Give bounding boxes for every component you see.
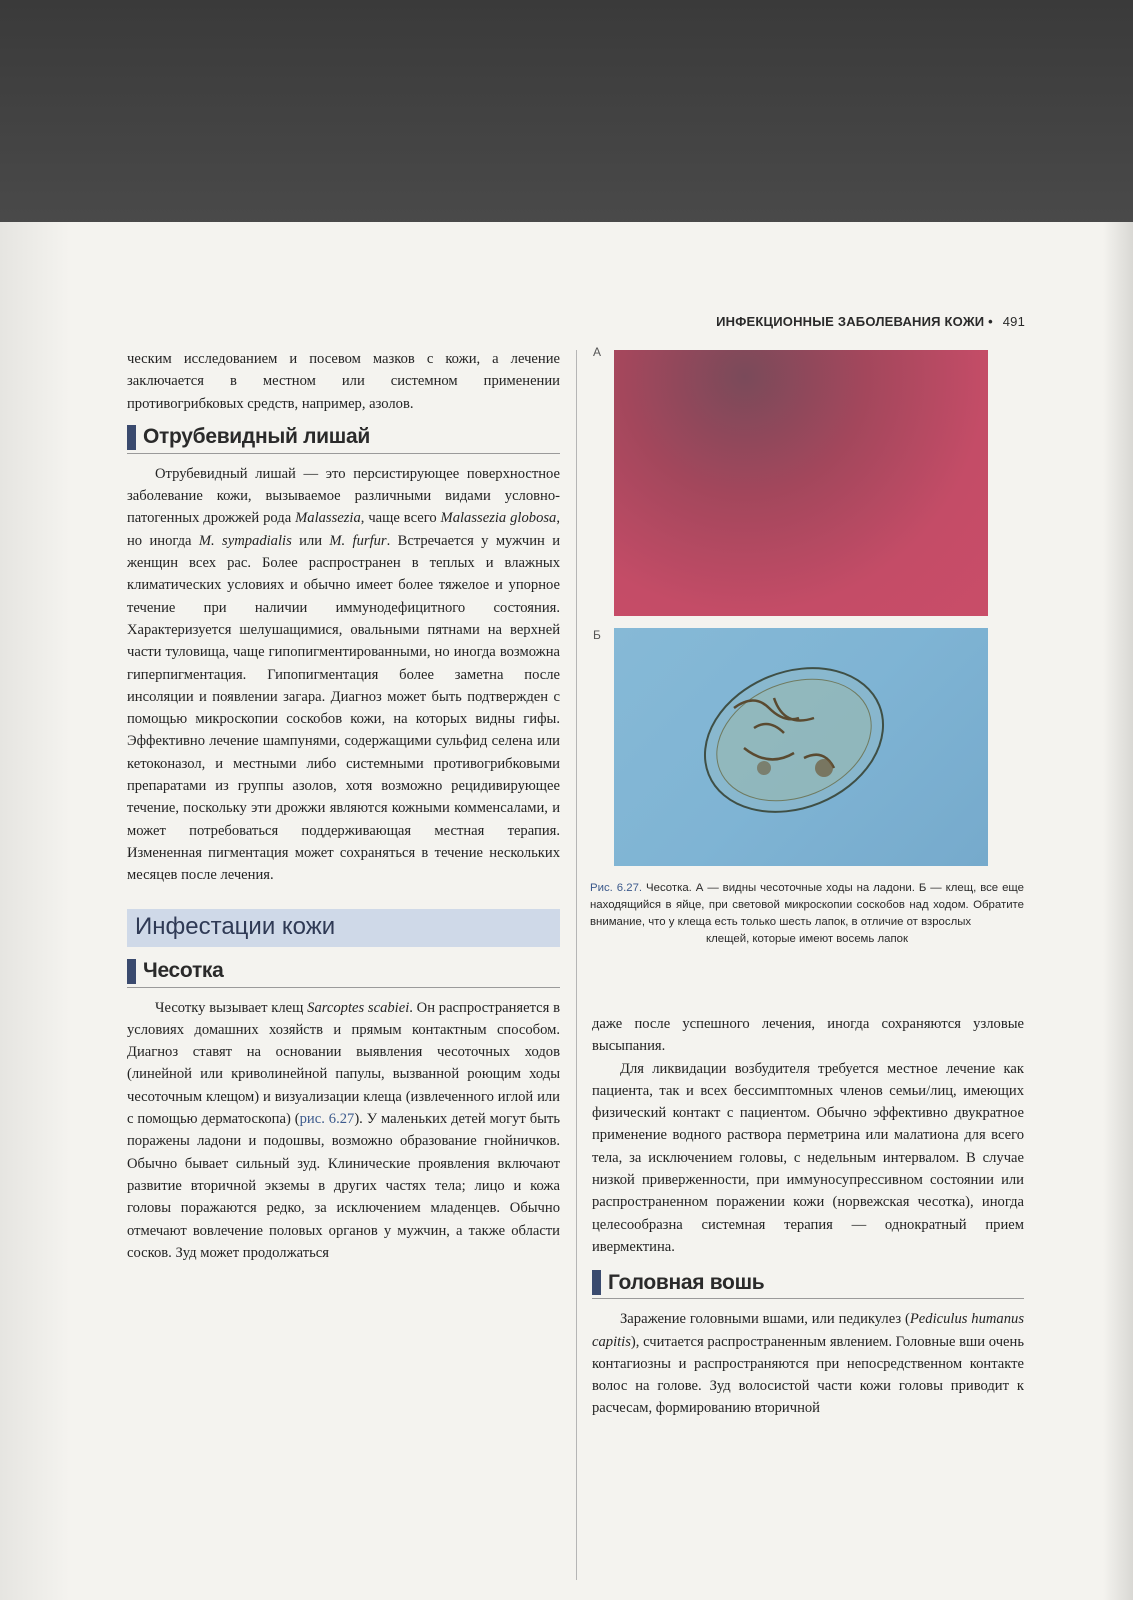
taxon-name: M. sympadialis — [198, 532, 292, 549]
chapter-heading-infestations: Инфестации кожи — [127, 909, 560, 947]
text-run: ). У маленьких детей могут быть поражены ладони и подошвы, возможно образование гнойничков. Обычно бывает сильный зуд. Клинические проявления включают развитие вторичной экземы в других частях тела; лицо и кожа головы поражаются редко, за исключением младенцев. Обычно отмечают вовлечение половых органов у мужчин, а также области сосков. Зуд может продолжаться — [127, 1111, 560, 1261]
text-run: ), считается распространенным явлением. Головные вши очень контагиозны и распространяются при непосредственном контакте волос на голове. Зуд волосистой части кожи головы приводит к расчесам, формированию вторичной — [592, 1333, 1024, 1417]
heading-text: Отрубевидный лишай — [143, 425, 370, 449]
taxon-name: M. furfur — [329, 532, 387, 549]
section-heading-head-lice — [592, 1270, 1024, 1299]
heading-marker — [127, 959, 136, 984]
mite-egg-drawing — [614, 628, 988, 866]
caption-label: Рис. 6.27. — [590, 882, 643, 894]
text-run: . Он распространяется в условиях домашних хозяйств и прямым контактным способом. Диагноз ставят на основании выявления чесоточных ходов (линейной или криволинейной папулы, вызванной роющим ходы чесоточным клещом) и визуализации клеща (извлеченного иглой или с помощью дерматоскопа) ( — [127, 999, 561, 1128]
section-heading-pityriasis — [127, 425, 560, 454]
paragraph-scabies — [127, 997, 560, 1265]
figure-label-a: А — [593, 345, 602, 359]
figure-label-b: Б — [593, 628, 601, 642]
figure-micrograph-mite-egg — [614, 628, 988, 866]
figure-caption — [590, 880, 1024, 948]
paragraph-scabies-treatment: Для ликвидации возбудителя требуется местное лечение как пациента, так и всех бессимптомных членов семьи/лиц, имеющих физический контакт с пациентом. Обычно эффективно двукратное применение водного раствора перметрина или малатиона для всего тела, за исключением головы, с недельным интервалом. В случае низкой приверженности, при иммуносупрессивном состоянии или распространенном поражении кожи (норвежская чесотка), иногда целесообразна системная терапия — однократный прием ивермектина. — [592, 1060, 1024, 1255]
heading-text: Чесотка — [143, 958, 224, 982]
text-run: Отрубевидный лишай — это персистирующее поверхностное заболевание кожи, вызываемое различными видами условно-патогенных дрожжей рода — [127, 465, 560, 527]
text-run: , чаще всего — [360, 510, 441, 527]
running-head-separator: • — [988, 314, 993, 329]
figure-photo-palm-burrows — [614, 350, 988, 616]
paragraph-pityriasis — [127, 463, 560, 887]
heading-text: Головная вошь — [608, 1270, 765, 1294]
paragraph-continued: даже после успешного лечения, иногда сохраняются узловые высыпания. — [592, 1016, 1024, 1055]
right-column — [592, 1013, 1024, 1420]
scan-shadow — [0, 0, 1133, 230]
figure-reference[interactable]: рис. 6.27 — [299, 1111, 355, 1128]
left-column — [127, 348, 560, 1264]
heading-marker — [592, 1270, 601, 1295]
taxon-name: Malassezia globosa — [440, 510, 557, 527]
text-run: Заражение головными вшами, или педикулез ( — [620, 1311, 910, 1328]
text-run: Чесотку вызывает клещ — [155, 999, 308, 1016]
paragraph-head-lice — [592, 1308, 1024, 1419]
running-head-title: ИНФЕКЦИОННЫЕ ЗАБОЛЕВАНИЯ КОЖИ — [716, 314, 985, 329]
text-run: . Встречается у мужчин и женщин всех рас. Более распространен в теплых и влажных климатических условиях и обычно имеет более тяжелое и упорное течение при наличии иммунодефицитного состояния. Характеризуется шелушащимися, овальными пятнами на верхней части туловища, чаще гипопигментированными, но иногда возможна гиперпигментация. Гипопигментация более заметна после инсоляции и появлении загара. Диагноз может быть подтвержден с помощью микроскопии соскобов кожи, на которых видны гифы. Эффективно лечение шампунями, содержащими сульфид селена или кетоконазол, и местными либо системными противогрибковыми препаратами из группы азолов, хотя возможно рецидивирующее течение, поскольку эти дрожжи являются кожными комменсалами, и может потребоваться поддерживающая местная терапия. Измененная пигментация может сохраняться в течение нескольких месяцев после лечения. — [127, 532, 561, 884]
running-head — [660, 314, 1025, 329]
page-number: 491 — [1002, 314, 1025, 329]
taxon-name: Malassezia — [295, 510, 361, 527]
text-run: или — [291, 532, 330, 549]
caption-text: Чесотка. А — видны чесоточные ходы на ладони. Б — клещ, все еще находящийся в яйце, при световой микроскопии соскобов над ходом. Обратите внимание, что у клеща есть только шесть лапок, в отличие от взрослых — [590, 882, 1024, 928]
section-heading-scabies — [127, 959, 560, 988]
paragraph-continued: ческим исследованием и посевом мазков с кожи, а лечение заключается в местном или системном применении противогрибковых средств, например, азолов. — [127, 351, 560, 412]
caption-text-last-line: клещей, которые имеют восемь лапок — [706, 933, 908, 945]
text-run: , но иногда — [127, 510, 561, 549]
taxon-name: Sarcoptes scabiei — [307, 999, 410, 1016]
column-divider — [576, 350, 577, 1580]
page-gutter-shade — [0, 222, 70, 1600]
heading-marker — [127, 425, 136, 450]
taxon-name: Pediculus humanus capitis — [592, 1311, 1024, 1350]
page-edge-shade — [1103, 222, 1133, 1600]
